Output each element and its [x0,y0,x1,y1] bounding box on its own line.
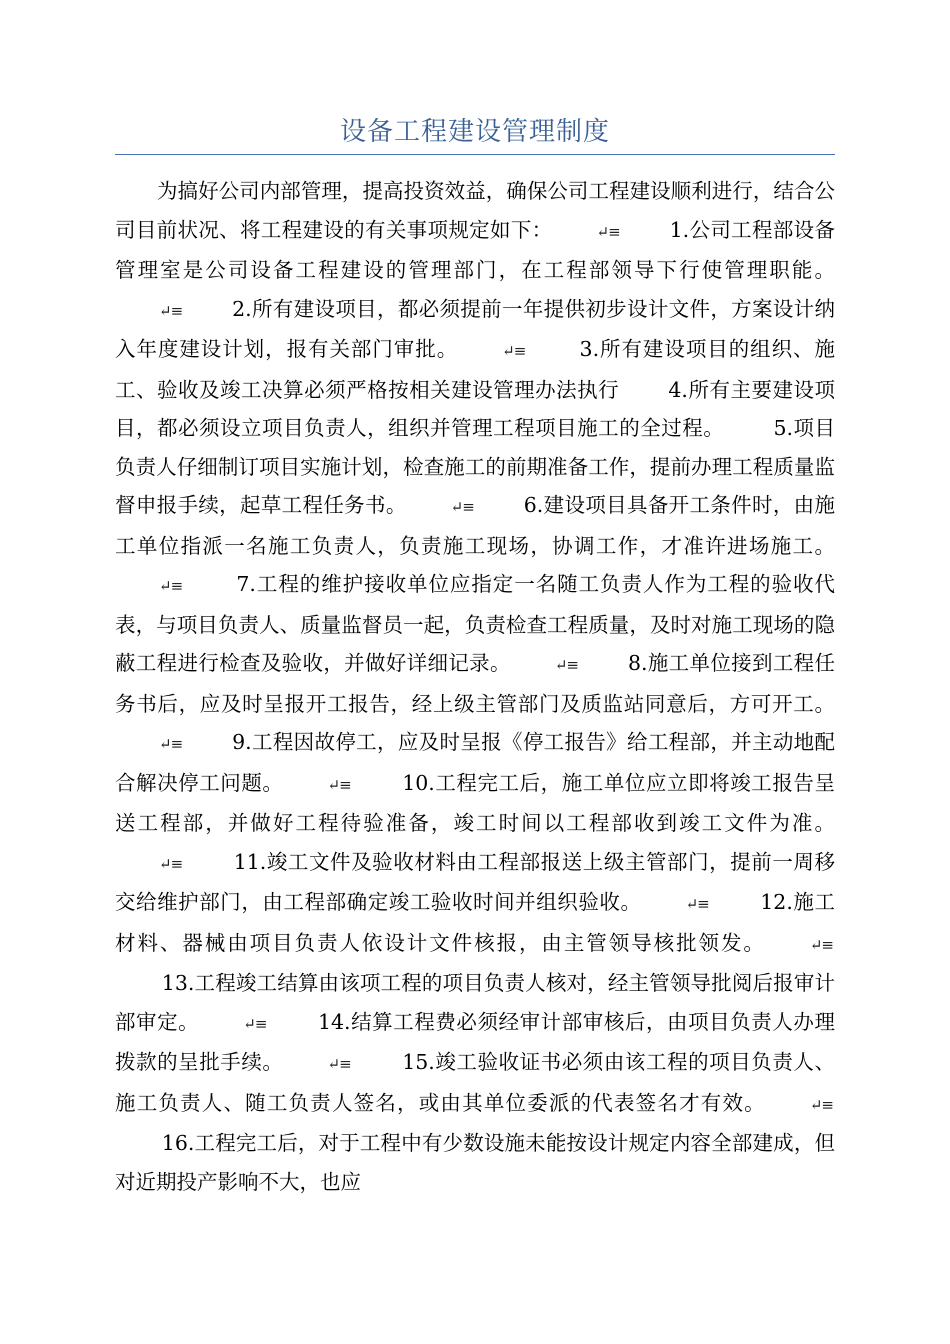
paragraph-mark-icon: ↵≡ [809,1095,833,1114]
rule-item-16: 16.工程完工后，对于工程中有少数设施未能按设计规定内容全部建成，但对近期投产影响不大，也应 [115,1131,835,1194]
paragraph-mark-icon: ↵≡ [327,775,351,794]
paragraph-mark-icon: ↵≡ [327,1055,351,1073]
rule-item-9: 9.工程因故停工，应及时呈报《停工报告》给工程部，并主动地配合解决停工问题。 [115,730,835,795]
document-title: 设备工程建设管理制度 [339,117,610,147]
rule-item-6: 6.建设项目具备开工条件时，由施工单位指派一名施工负责人，负责施工现场，协调工作，才准许进场施工。 [115,493,835,558]
rule-item-2: 2.所有建设项目，都必须提前一年提供初步设计文件，方案设计纳入年度建设计划，报有关部门审批。 [115,296,835,361]
rule-item-13: 13.工程竣工结算由该项工程的项目负责人核对，经主管领导批阅后报审计部审定。 [115,971,835,1034]
paragraph-mark-icon: ↵≡ [243,1014,267,1033]
rule-item-1: 1.公司工程部设备管理室是公司设备工程建设的管理部门，在工程部领导下行使管理职能。 [115,217,836,282]
intro-text: 为搞好公司内部管理，提高投资效益，确保公司工程建设顺利进行，结合公司目前状况、将工程建设的有关事项规定如下： [115,179,835,242]
paragraph-mark-icon: ↵≡ [685,895,709,913]
title-underline [115,154,835,155]
rule-item-7: 7.工程的维护接收单位应指定一名随工负责人作为工程的验收代表，与项目负责人、质量监督员一起，负责检查工程质量，及时对施工现场的隐蔽工程进行检查及验收，并做好详细记录。 [115,572,835,675]
paragraph-mark-icon: ↵≡ [159,577,183,595]
paragraph-mark-icon: ↵≡ [596,222,620,241]
document-body [115,172,835,1201]
rule-item-3: 3.所有建设项目的组织、施工、验收及竣工决算必须严格按相关建设管理办法执行 [115,337,835,402]
paragraph-mark-icon: ↵≡ [809,935,833,954]
rule-item-14: 14.结算工程费必须经审计部审核后，由项目负责人办理拨款的呈批手续。 [115,1009,835,1074]
rule-item-12: 12.施工材料、器械由项目负责人依设计文件核报，由主管领导核批领发。 [115,890,835,955]
paragraph-mark-icon: ↵≡ [159,854,183,873]
paragraph-mark-icon: ↵≡ [502,342,526,360]
rule-item-11: 11.竣工文件及验收材料由工程部报送上级主管部门，提前一周移交给维护部门，由工程部确定竣工验收时间并组织验收。 [115,849,835,914]
paragraph-mark-icon: ↵≡ [450,498,474,516]
paragraph-mark-icon: ↵≡ [554,656,578,674]
rule-item-10: 10.工程完工后，施工单位应立即将竣工报告呈送工程部，并做好工程待验准备，竣工时间以工程部收到竣工文件为准。 [115,770,835,835]
paragraph-mark-icon: ↵≡ [159,301,183,320]
rule-item-5: 5.项目负责人仔细制订项目实施计划，检查施工的前期准备工作，提前办理工程质量监督申报手续，起草工程任务书。 [115,416,836,517]
rule-item-15: 15.竣工验收证书必须由该工程的项目负责人、施工负责人、随工负责人签名，或由其单位委派的代表签名才有效。 [115,1050,835,1115]
rule-item-4: 4.所有主要建设项目，都必须设立项目负责人，组织并管理工程项目施工的全过程。 [115,377,836,440]
rule-item-8: 8.施工单位接到工程任务书后，应及时呈报开工报告，经上级主管部门及质监站同意后，方可开工。 [115,651,835,716]
paragraph-mark-icon: ↵≡ [159,735,183,753]
